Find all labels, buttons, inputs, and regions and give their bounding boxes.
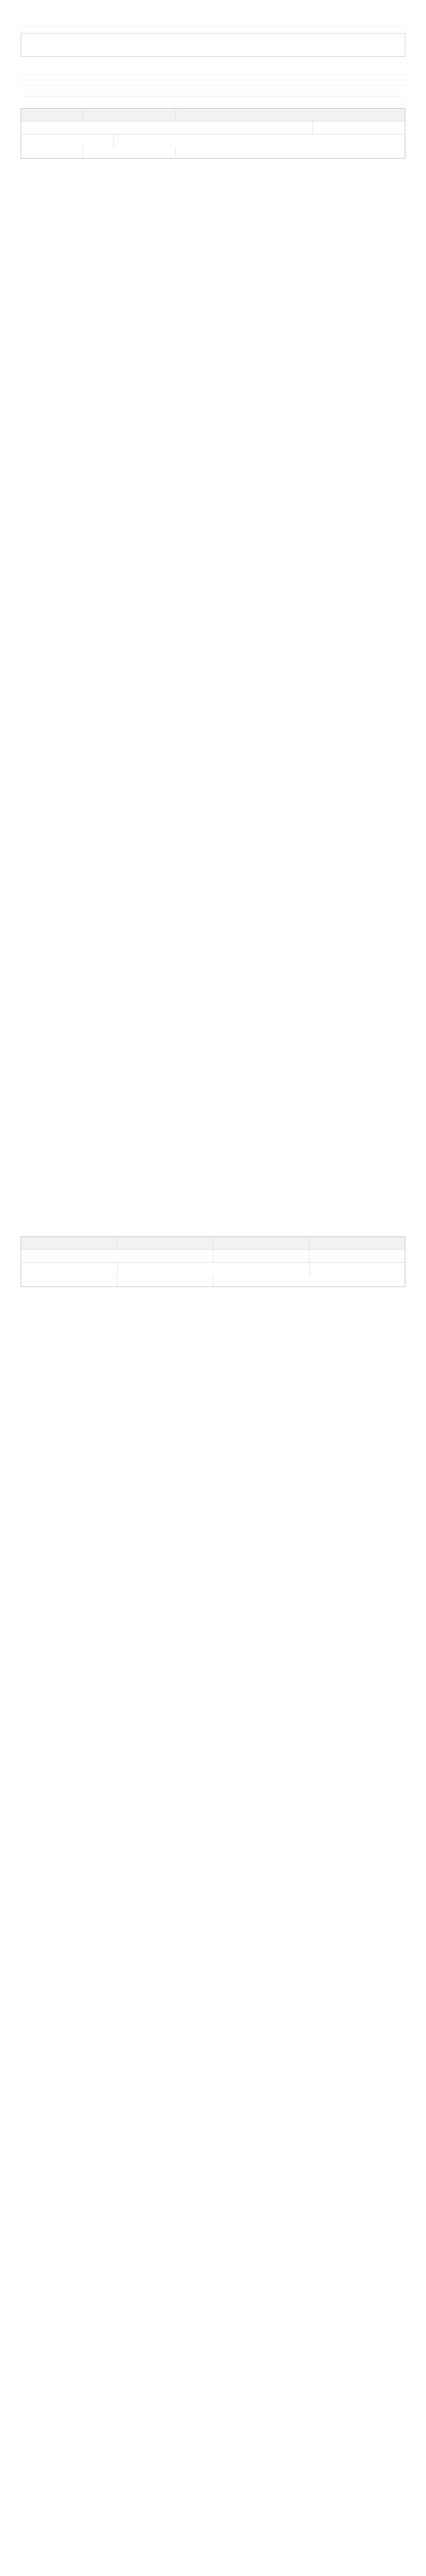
body-section-block-2 <box>21 1236 405 1287</box>
detail-table <box>21 1236 405 1287</box>
table-cell <box>214 1275 310 1287</box>
table-cell <box>21 159 251 171</box>
table-cell <box>21 1262 118 1275</box>
table-cell <box>21 121 251 133</box>
table-header-row <box>21 1237 405 1250</box>
summary-table <box>21 108 405 159</box>
table-cell <box>83 146 176 159</box>
notice-intro <box>21 64 405 96</box>
date-line <box>21 75 405 86</box>
table-cell <box>21 146 83 159</box>
table-cell <box>21 1249 118 1262</box>
table-cell <box>21 134 114 146</box>
table-cell <box>117 1275 214 1287</box>
table-cell <box>118 1262 214 1275</box>
table-cell <box>117 1237 213 1249</box>
table-cell <box>213 1237 309 1249</box>
notice-title <box>21 33 405 57</box>
table-cell <box>214 1250 309 1262</box>
body-section-block-1 <box>21 108 405 171</box>
signer-line <box>21 86 405 96</box>
table-cell <box>21 1237 117 1249</box>
notice-header-line <box>21 15 405 26</box>
table-cell <box>21 1275 117 1287</box>
table-cell <box>114 134 344 146</box>
table-cell <box>118 1250 214 1262</box>
notice-title-box <box>21 33 405 57</box>
body-text-area-1 <box>21 170 405 1200</box>
table-cell <box>251 122 313 134</box>
table-cell <box>83 109 176 121</box>
table-cell <box>21 109 83 121</box>
header-text <box>21 15 405 26</box>
body-text-area-2 <box>21 1298 405 2576</box>
table-cell <box>214 1263 310 1275</box>
intro-text <box>21 64 405 75</box>
table-header-row <box>21 109 405 122</box>
